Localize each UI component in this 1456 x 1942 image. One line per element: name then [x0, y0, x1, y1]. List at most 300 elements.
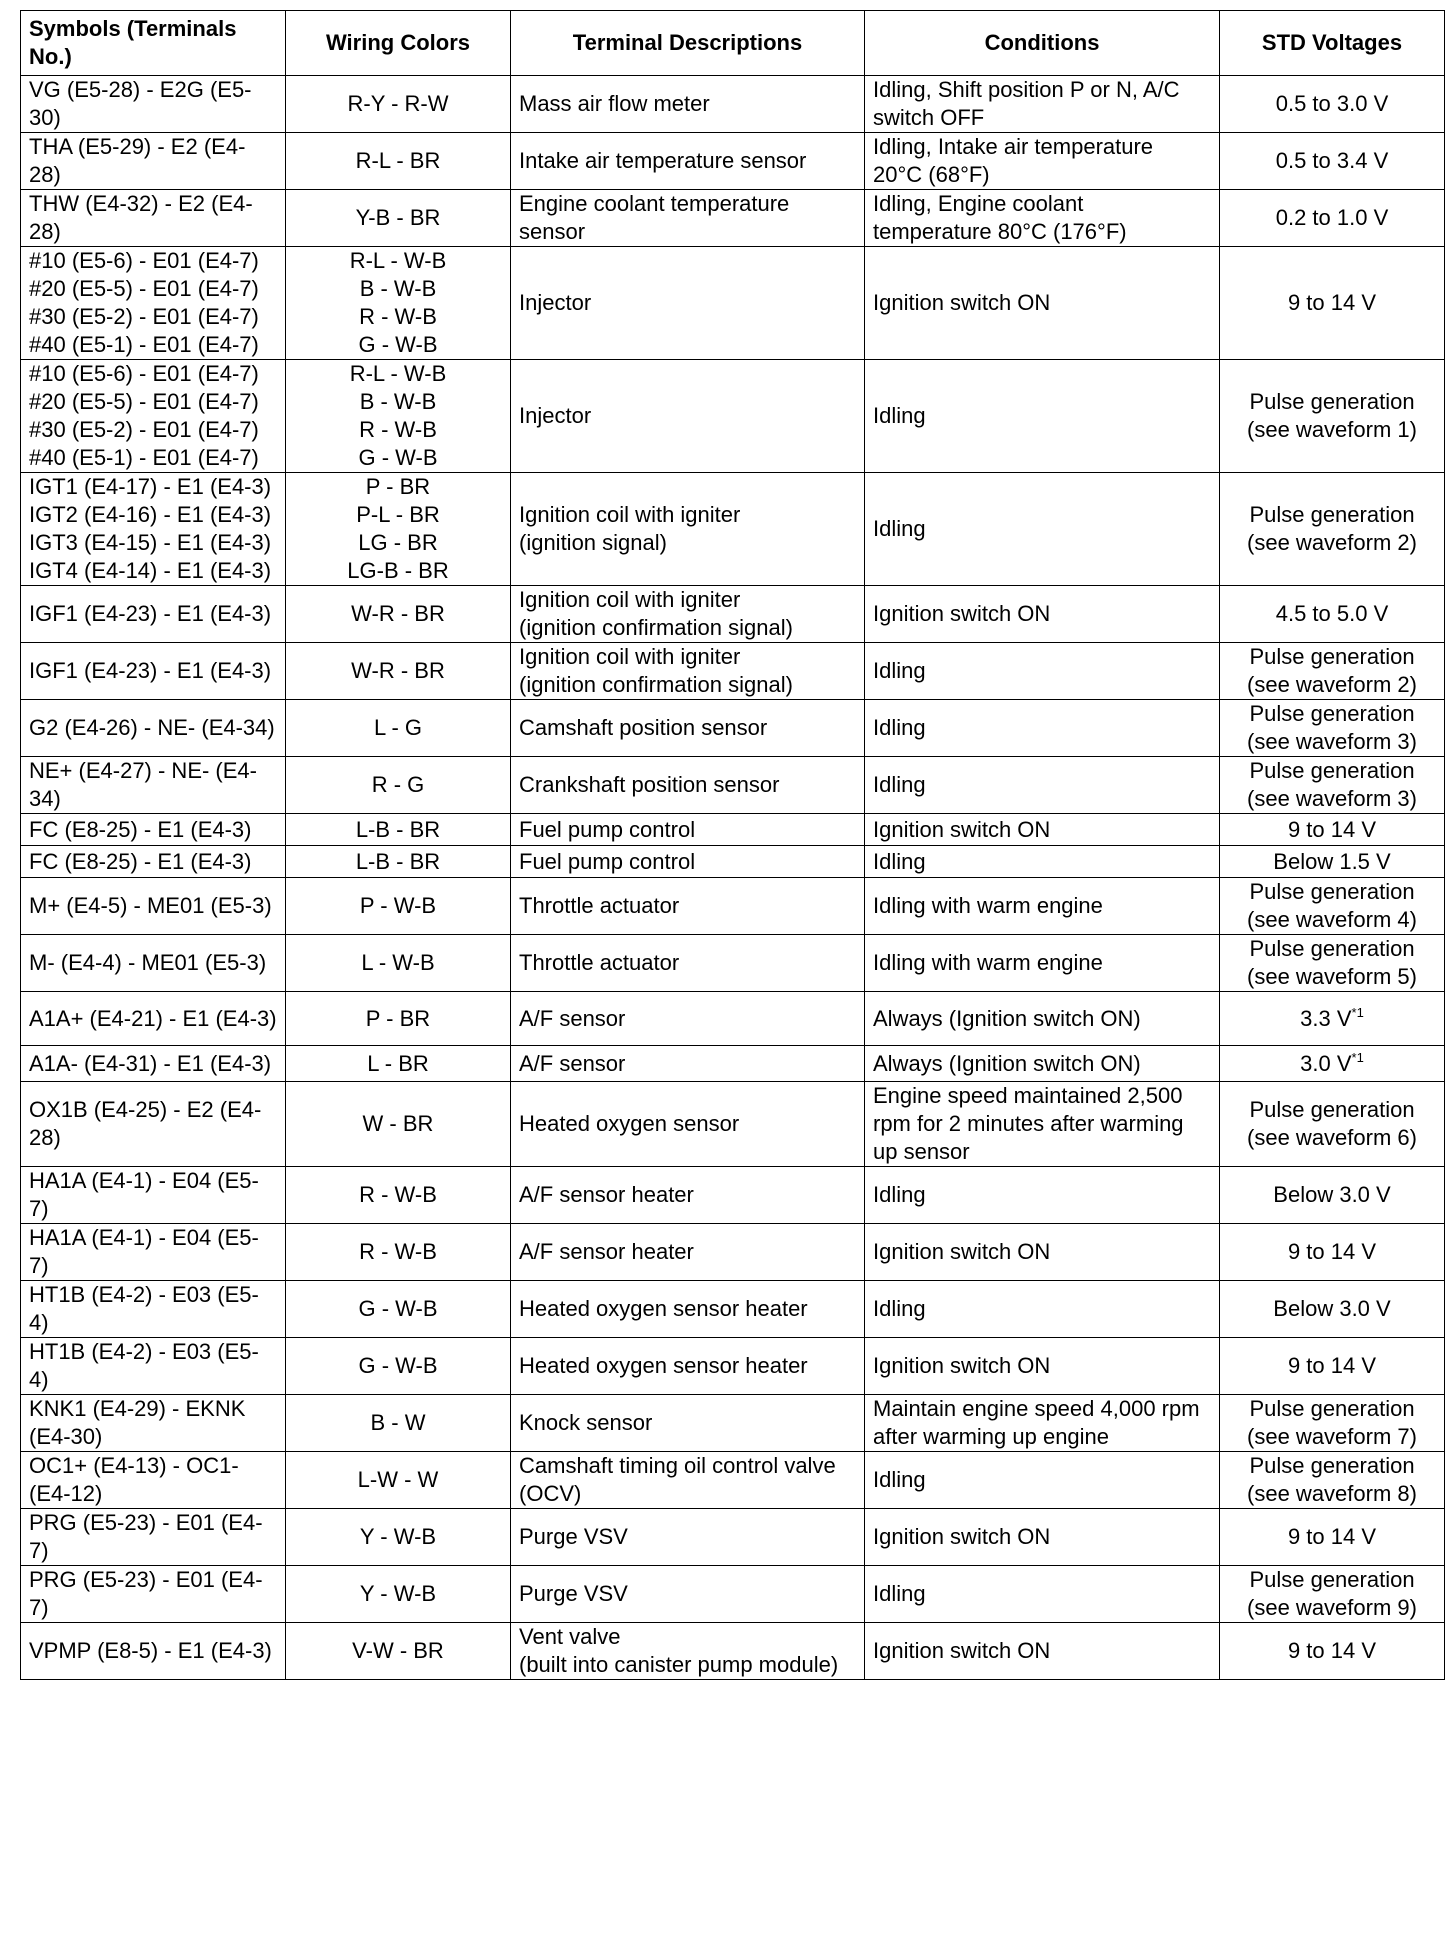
wiring-color-line: R-L - BR: [355, 148, 441, 173]
std-voltage-cell: [1220, 133, 1445, 190]
wiring-color-line: B - W-B: [359, 389, 437, 414]
std-voltage-line: Below 3.0 V: [1273, 1182, 1391, 1207]
footnote-marker: *1: [1351, 1049, 1364, 1065]
header-std-voltages: STD Voltages: [1220, 11, 1445, 76]
std-voltage-cell: [1220, 1623, 1445, 1680]
terminal-symbol-line: THA (E5-29) - E2 (E4-28): [29, 134, 246, 187]
table-row: [21, 1566, 1445, 1623]
std-voltage-line: (see waveform 2): [1247, 672, 1417, 697]
std-voltage-cell: [1220, 473, 1445, 586]
std-voltage-line: Below 3.0 V: [1273, 1296, 1391, 1321]
terminal-description-line: Fuel pump control: [519, 816, 696, 842]
std-voltage-line: Pulse generation: [1249, 758, 1415, 783]
terminal-symbol-line: KNK1 (E4-29) - EKNK (E4-30): [29, 1396, 246, 1449]
terminal-symbol-line: #20 (E5-5) - E01 (E4-7): [29, 276, 259, 301]
wiring-color-line: L-B - BR: [355, 816, 441, 842]
terminal-symbol-line: HA1A (E4-1) - E04 (E5-7): [29, 1168, 259, 1221]
table-row: [21, 643, 1445, 700]
table-row: [21, 1281, 1445, 1338]
terminal-symbol-cell: [21, 1046, 286, 1082]
table-row: [21, 814, 1445, 846]
terminal-symbol-line: FC (E8-25) - E1 (E4-3): [29, 848, 252, 874]
condition-line: Idling, Engine coolant: [873, 191, 1084, 216]
terminal-symbol-cell: [21, 76, 286, 133]
condition-cell: [865, 247, 1220, 360]
condition-line: Idling: [873, 772, 926, 797]
terminal-symbol-line: THW (E4-32) - E2 (E4-28): [29, 191, 253, 244]
terminal-description-line: Injector: [519, 403, 592, 428]
terminal-description-cell: [511, 846, 865, 878]
terminal-description-cell: [511, 814, 865, 846]
terminal-description-cell: [511, 1224, 865, 1281]
wiring-color-line: G - W-B: [358, 1296, 438, 1321]
table-row: [21, 190, 1445, 247]
terminal-description-line: Mass air flow meter: [519, 91, 710, 116]
wiring-color-line: G - W-B: [358, 445, 438, 470]
wiring-color-cell: [286, 878, 511, 935]
terminal-symbol-line: FC (E8-25) - E1 (E4-3): [29, 816, 252, 842]
std-voltage-line: 0.2 to 1.0 V: [1275, 205, 1389, 230]
wiring-color-line: R - W-B: [359, 417, 437, 442]
wiring-color-line: G - W-B: [358, 332, 438, 357]
terminal-symbol-cell: [21, 643, 286, 700]
condition-line: up sensor: [873, 1139, 970, 1164]
wiring-color-cell: [286, 1509, 511, 1566]
wiring-color-line: B - W-B: [359, 276, 437, 301]
std-voltage-cell: [1220, 1452, 1445, 1509]
condition-cell: [865, 878, 1220, 935]
condition-line: Idling: [873, 1581, 926, 1606]
terminal-description-line: Fuel pump control: [519, 848, 696, 874]
terminal-description-cell: [511, 757, 865, 814]
terminal-voltage-table: [20, 10, 1445, 1680]
wiring-color-cell: [286, 473, 511, 586]
terminal-description-line: Injector: [519, 290, 592, 315]
std-voltage-cell: [1220, 1566, 1445, 1623]
table-row: [21, 1082, 1445, 1167]
condition-cell: [865, 473, 1220, 586]
terminal-description-line: (ignition confirmation signal): [519, 672, 793, 697]
std-voltage-line: 9 to 14 V: [1287, 1239, 1377, 1264]
terminal-description-cell: [511, 1566, 865, 1623]
std-voltage-line: Pulse generation: [1249, 936, 1415, 961]
wiring-color-line: W-R - BR: [351, 601, 445, 626]
terminal-description-line: Heated oxygen sensor: [519, 1111, 740, 1136]
std-voltage-line: 0.5 to 3.0 V: [1275, 91, 1389, 116]
terminal-symbol-line: #30 (E5-2) - E01 (E4-7): [29, 304, 259, 329]
terminal-description-line: (ignition confirmation signal): [519, 615, 793, 640]
wiring-color-line: L-W - W: [357, 1467, 439, 1492]
wiring-color-cell: [286, 586, 511, 643]
condition-line: Always (Ignition switch ON): [873, 1050, 1141, 1076]
terminal-description-line: (built into canister pump module): [519, 1652, 839, 1677]
terminal-description-cell: [511, 1082, 865, 1167]
terminal-symbol-cell: [21, 757, 286, 814]
wiring-color-line: LG - BR: [358, 530, 438, 555]
terminal-symbol-cell: [21, 1566, 286, 1623]
std-voltage-line: (see waveform 6): [1247, 1125, 1417, 1150]
wiring-color-line: P - BR: [365, 474, 431, 499]
condition-line: Maintain engine speed 4,000 rpm: [873, 1396, 1200, 1421]
wiring-color-line: LG-B - BR: [347, 558, 449, 583]
terminal-symbol-line: #30 (E5-2) - E01 (E4-7): [29, 417, 259, 442]
table-row: [21, 1338, 1445, 1395]
terminal-description-line: sensor: [519, 219, 586, 244]
std-voltage-cell: [1220, 992, 1445, 1046]
terminal-description-line: A/F sensor heater: [519, 1182, 694, 1207]
wiring-color-line: P - W-B: [359, 893, 437, 918]
terminal-symbol-line: #40 (E5-1) - E01 (E4-7): [29, 332, 259, 357]
terminal-description-line: Vent valve: [519, 1624, 621, 1649]
condition-cell: [865, 992, 1220, 1046]
table-row: [21, 473, 1445, 586]
terminal-symbol-cell: [21, 1281, 286, 1338]
std-voltage-cell: [1220, 1338, 1445, 1395]
terminal-description-cell: [511, 247, 865, 360]
wiring-color-cell: [286, 846, 511, 878]
wiring-color-cell: [286, 935, 511, 992]
std-voltage-cell: [1220, 1046, 1445, 1082]
std-voltage-line: Pulse generation: [1249, 644, 1415, 669]
terminal-symbol-cell: [21, 1452, 286, 1509]
std-voltage-line: (see waveform 1): [1247, 417, 1417, 442]
std-voltage-line: Pulse generation: [1249, 879, 1415, 904]
condition-line: Idling: [873, 403, 926, 428]
wiring-color-line: B - W: [370, 1410, 426, 1435]
terminal-description-line: Camshaft position sensor: [519, 715, 768, 740]
wiring-color-line: R-Y - R-W: [347, 91, 449, 116]
terminal-description-cell: [511, 1338, 865, 1395]
table-row: [21, 1623, 1445, 1680]
terminal-symbol-cell: [21, 814, 286, 846]
wiring-color-cell: [286, 1224, 511, 1281]
wiring-color-cell: [286, 814, 511, 846]
std-voltage-line: (see waveform 4): [1247, 907, 1417, 932]
terminal-symbol-cell: [21, 992, 286, 1046]
terminal-symbol-cell: [21, 1509, 286, 1566]
condition-line: Ignition switch ON: [873, 1239, 1051, 1264]
terminal-description-line: Intake air temperature sensor: [519, 148, 807, 173]
table-row: [21, 846, 1445, 878]
terminal-symbol-cell: [21, 133, 286, 190]
terminal-symbol-cell: [21, 1167, 286, 1224]
table-row: [21, 1167, 1445, 1224]
table-row: [21, 992, 1445, 1046]
condition-cell: [865, 1509, 1220, 1566]
wiring-color-line: Y - W-B: [359, 1524, 437, 1549]
std-voltage-line: (see waveform 3): [1247, 786, 1417, 811]
terminal-symbol-cell: [21, 247, 286, 360]
std-voltage-line: 9 to 14 V: [1287, 290, 1377, 315]
table-row: [21, 1224, 1445, 1281]
terminal-symbol-line: PRG (E5-23) - E01 (E4-7): [29, 1567, 263, 1620]
terminal-symbol-line: #10 (E5-6) - E01 (E4-7): [29, 361, 259, 386]
terminal-description-cell: [511, 1395, 865, 1452]
std-voltage-line: 9 to 14 V: [1287, 816, 1377, 842]
std-voltage-cell: [1220, 1082, 1445, 1167]
condition-line: Ignition switch ON: [873, 1353, 1051, 1378]
terminal-symbol-cell: [21, 1082, 286, 1167]
wiring-color-line: Y - W-B: [359, 1581, 437, 1606]
std-voltage-line: 9 to 14 V: [1287, 1638, 1377, 1663]
std-voltage-line: (see waveform 5): [1247, 964, 1417, 989]
terminal-symbol-line: NE+ (E4-27) - NE- (E4-34): [29, 758, 257, 811]
footnote-marker: *1: [1351, 1004, 1364, 1020]
condition-line: Ignition switch ON: [873, 1638, 1051, 1663]
table-body: [21, 76, 1445, 1680]
wiring-color-line: L - BR: [367, 1050, 429, 1076]
terminal-symbol-line: HT1B (E4-2) - E03 (E5-4): [29, 1339, 259, 1392]
std-voltage-cell: [1220, 360, 1445, 473]
std-voltage-cell: [1220, 643, 1445, 700]
terminal-description-cell: [511, 700, 865, 757]
terminal-description-line: Crankshaft position sensor: [519, 772, 780, 797]
terminal-symbol-line: HT1B (E4-2) - E03 (E5-4): [29, 1282, 259, 1335]
terminal-symbol-cell: [21, 360, 286, 473]
terminal-description-line: (OCV): [519, 1481, 582, 1506]
condition-line: temperature 80°C (176°F): [873, 219, 1127, 244]
condition-cell: [865, 846, 1220, 878]
terminal-symbol-line: VPMP (E8-5) - E1 (E4-3): [29, 1638, 272, 1663]
terminal-description-cell: [511, 1167, 865, 1224]
condition-line: Idling: [873, 658, 926, 683]
terminal-symbol-cell: [21, 473, 286, 586]
header-symbols: Symbols (Terminals No.): [21, 11, 286, 76]
condition-line: Ignition switch ON: [873, 816, 1051, 842]
wiring-color-cell: [286, 360, 511, 473]
terminal-symbol-line: #40 (E5-1) - E01 (E4-7): [29, 445, 259, 470]
condition-line: Ignition switch ON: [873, 290, 1051, 315]
wiring-color-line: Y-B - BR: [355, 205, 441, 230]
terminal-description-cell: [511, 586, 865, 643]
condition-cell: [865, 1395, 1220, 1452]
wiring-color-cell: [286, 643, 511, 700]
wiring-color-cell: [286, 992, 511, 1046]
terminal-description-line: Engine coolant temperature: [519, 191, 790, 216]
condition-line: Idling with warm engine: [873, 950, 1103, 975]
condition-line: Idling: [873, 848, 926, 874]
condition-line: rpm for 2 minutes after warming: [873, 1111, 1184, 1136]
std-voltage-cell: [1220, 190, 1445, 247]
terminal-symbol-cell: [21, 190, 286, 247]
condition-line: Idling, Shift position P or N, A/C: [873, 77, 1180, 102]
std-voltage-line: Below 1.5 V: [1273, 848, 1391, 874]
table-row: [21, 935, 1445, 992]
terminal-description-cell: [511, 1046, 865, 1082]
terminal-description-line: Ignition coil with igniter: [519, 502, 741, 527]
std-voltage-cell: [1220, 1224, 1445, 1281]
terminal-symbol-cell: [21, 700, 286, 757]
std-voltage-line: (see waveform 3): [1247, 729, 1417, 754]
wiring-color-cell: [286, 757, 511, 814]
wiring-color-cell: [286, 133, 511, 190]
condition-cell: [865, 757, 1220, 814]
condition-line: Engine speed maintained 2,500: [873, 1083, 1183, 1108]
std-voltage-line: 3.3 $V^{*1}$: [1300, 1004, 1364, 1031]
terminal-symbol-line: HA1A (E4-1) - E04 (E5-7): [29, 1225, 259, 1278]
terminal-symbol-cell: [21, 935, 286, 992]
table-row: [21, 1046, 1445, 1082]
wiring-color-cell: [286, 700, 511, 757]
wiring-color-line: P-L - BR: [356, 502, 440, 527]
condition-cell: [865, 360, 1220, 473]
terminal-symbol-cell: [21, 846, 286, 878]
terminal-symbol-cell: [21, 1224, 286, 1281]
condition-cell: [865, 1167, 1220, 1224]
table-row: [21, 1509, 1445, 1566]
terminal-description-cell: [511, 360, 865, 473]
wiring-color-cell: [286, 1395, 511, 1452]
wiring-color-line: R - W-B: [359, 1182, 437, 1207]
std-voltage-cell: [1220, 1509, 1445, 1566]
std-voltage-cell: [1220, 757, 1445, 814]
std-voltage-line: 0.5 to 3.4 V: [1275, 148, 1389, 173]
table-row: [21, 1395, 1445, 1452]
std-voltage-line: Pulse generation: [1249, 1567, 1415, 1592]
wiring-color-line: L - W-B: [361, 950, 435, 975]
std-voltage-cell: [1220, 1281, 1445, 1338]
wiring-color-line: W - BR: [362, 1111, 434, 1136]
std-voltage-line: 9 to 14 V: [1287, 1524, 1377, 1549]
std-voltage-cell: [1220, 586, 1445, 643]
terminal-symbol-line: M- (E4-4) - ME01 (E5-3): [29, 950, 267, 975]
terminal-symbol-line: #10 (E5-6) - E01 (E4-7): [29, 248, 259, 273]
header-wiring-colors: Wiring Colors: [286, 11, 511, 76]
table-row: [21, 76, 1445, 133]
table-row: [21, 133, 1445, 190]
terminal-description-cell: [511, 473, 865, 586]
terminal-description-line: Camshaft timing oil control valve: [519, 1453, 836, 1478]
terminal-description-cell: [511, 643, 865, 700]
terminal-description-line: Heated oxygen sensor heater: [519, 1296, 808, 1321]
wiring-color-cell: [286, 1281, 511, 1338]
std-voltage-line: Pulse generation: [1249, 1396, 1415, 1421]
std-voltage-line: 4.5 to 5.0 V: [1275, 601, 1389, 626]
table-row: [21, 700, 1445, 757]
condition-line: Idling: [873, 1467, 926, 1492]
condition-cell: [865, 133, 1220, 190]
std-voltage-cell: [1220, 935, 1445, 992]
terminal-description-line: Purge VSV: [519, 1524, 628, 1549]
wiring-color-cell: [286, 247, 511, 360]
wiring-color-cell: [286, 76, 511, 133]
terminal-symbol-line: A1A- (E4-31) - E1 (E4-3): [29, 1050, 272, 1076]
std-voltage-line: 3.0 $V^{*1}$: [1300, 1049, 1364, 1076]
condition-cell: [865, 935, 1220, 992]
condition-cell: [865, 814, 1220, 846]
header-conditions: Conditions: [865, 11, 1220, 76]
condition-line: Idling, Intake air temperature: [873, 134, 1154, 159]
terminal-description-line: Purge VSV: [519, 1581, 628, 1606]
terminal-description-line: A/F sensor heater: [519, 1239, 694, 1264]
std-voltage-cell: [1220, 814, 1445, 846]
terminal-description-line: Throttle actuator: [519, 950, 680, 975]
terminal-symbol-line: IGT4 (E4-14) - E1 (E4-3): [29, 558, 272, 583]
terminal-description-line: A/F sensor: [519, 1005, 626, 1031]
terminal-symbol-line: #20 (E5-5) - E01 (E4-7): [29, 389, 259, 414]
std-voltage-cell: [1220, 700, 1445, 757]
std-voltage-line: (see waveform 8): [1247, 1481, 1417, 1506]
wiring-color-cell: [286, 1623, 511, 1680]
wiring-color-cell: [286, 1452, 511, 1509]
condition-cell: [865, 1082, 1220, 1167]
terminal-symbol-cell: [21, 1623, 286, 1680]
terminal-description-line: Knock sensor: [519, 1410, 653, 1435]
wiring-color-line: L-B - BR: [355, 848, 441, 874]
header-terminal-descriptions: Terminal Descriptions: [511, 11, 865, 76]
condition-cell: [865, 1452, 1220, 1509]
std-voltage-line: (see waveform 7): [1247, 1424, 1417, 1449]
std-voltage-cell: [1220, 1395, 1445, 1452]
terminal-symbol-cell: [21, 878, 286, 935]
std-voltage-cell: [1220, 247, 1445, 360]
condition-line: Idling: [873, 715, 926, 740]
wiring-color-line: V-W - BR: [352, 1638, 444, 1663]
terminal-symbol-line: OC1+ (E4-13) - OC1- (E4-12): [29, 1453, 239, 1506]
std-voltage-line: 9 to 14 V: [1287, 1353, 1377, 1378]
condition-cell: [865, 1566, 1220, 1623]
terminal-description-cell: [511, 878, 865, 935]
std-voltage-line: Pulse generation: [1249, 1453, 1415, 1478]
table-row: [21, 878, 1445, 935]
condition-line: after warming up engine: [873, 1424, 1110, 1449]
terminal-description-line: Ignition coil with igniter: [519, 587, 741, 612]
terminal-description-cell: [511, 190, 865, 247]
wiring-color-cell: [286, 1046, 511, 1082]
std-voltage-cell: [1220, 878, 1445, 935]
terminal-symbol-line: G2 (E4-26) - NE- (E4-34): [29, 715, 275, 740]
terminal-symbol-line: IGF1 (E4-23) - E1 (E4-3): [29, 601, 272, 626]
std-voltage-cell: [1220, 76, 1445, 133]
table-row: [21, 360, 1445, 473]
std-voltage-cell: [1220, 846, 1445, 878]
condition-cell: [865, 700, 1220, 757]
terminal-description-cell: [511, 1623, 865, 1680]
wiring-color-line: R - G: [371, 772, 425, 797]
wiring-color-cell: [286, 190, 511, 247]
terminal-symbol-line: IGT3 (E4-15) - E1 (E4-3): [29, 530, 272, 555]
std-voltage-line: (see waveform 2): [1247, 530, 1417, 555]
terminal-description-cell: [511, 76, 865, 133]
std-voltage-line: Pulse generation: [1249, 502, 1415, 527]
wiring-color-cell: [286, 1082, 511, 1167]
terminal-description-line: A/F sensor: [519, 1050, 626, 1076]
condition-cell: [865, 190, 1220, 247]
table-row: [21, 1452, 1445, 1509]
condition-line: Idling: [873, 516, 926, 541]
condition-cell: [865, 76, 1220, 133]
table-row: [21, 757, 1445, 814]
wiring-color-cell: [286, 1167, 511, 1224]
condition-line: Idling: [873, 1182, 926, 1207]
condition-line: Idling: [873, 1296, 926, 1321]
condition-line: Ignition switch ON: [873, 601, 1051, 626]
terminal-symbol-line: IGT1 (E4-17) - E1 (E4-3): [29, 474, 272, 499]
wiring-color-cell: [286, 1566, 511, 1623]
wiring-color-cell: [286, 1338, 511, 1395]
condition-cell: [865, 643, 1220, 700]
terminal-symbol-line: IGT2 (E4-16) - E1 (E4-3): [29, 502, 272, 527]
condition-line: Ignition switch ON: [873, 1524, 1051, 1549]
condition-line: switch OFF: [873, 105, 985, 130]
condition-line: Idling with warm engine: [873, 893, 1103, 918]
terminal-description-line: Ignition coil with igniter: [519, 644, 741, 669]
condition-cell: [865, 1281, 1220, 1338]
wiring-color-line: R - W-B: [359, 304, 437, 329]
wiring-color-line: R - W-B: [359, 1239, 437, 1264]
terminal-symbol-line: M+ (E4-5) - ME01 (E5-3): [29, 893, 272, 918]
terminal-symbol-cell: [21, 1338, 286, 1395]
